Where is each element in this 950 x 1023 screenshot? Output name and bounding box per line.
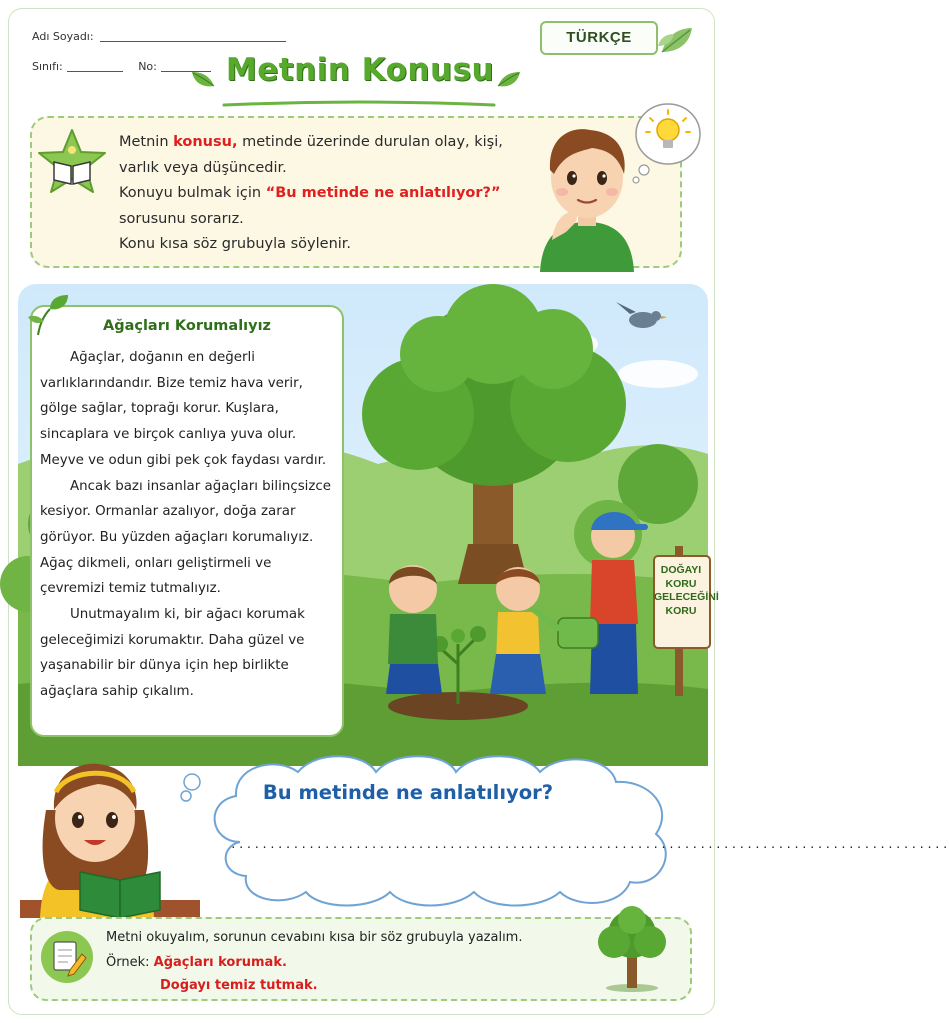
title-underline xyxy=(222,100,496,108)
leaf-icon xyxy=(496,68,522,90)
question-highlight: “Bu metinde ne anlatılıyor?” xyxy=(265,185,501,201)
sign-line: KORU xyxy=(665,604,697,617)
story-paragraph: Ağaçlar, doğanın en değerli varlıklarındandır. Bize temiz hava verir, gölge sağlar, toprağı korur. Kuşlara, sincaplara ve birçok canlıya yuva olur. Meyve ve odun gibi pek çok faydası vardır. xyxy=(40,350,327,468)
child-figure xyxy=(386,565,442,694)
class-rule[interactable] xyxy=(67,71,123,72)
sign-text xyxy=(654,564,719,618)
name-label: Adı Soyadı: xyxy=(32,30,94,43)
lightbulb-icon xyxy=(630,100,702,184)
thought-cloud xyxy=(180,742,950,910)
child-figure xyxy=(490,567,546,694)
subject-tag: TÜRKÇE xyxy=(540,21,658,55)
example-label: Örnek: xyxy=(106,955,150,970)
question-text: Bu metinde ne anlatılıyor? xyxy=(262,781,554,804)
no-label: No: xyxy=(138,60,157,73)
book-icon xyxy=(36,128,108,198)
keyword-highlight: konusu, xyxy=(173,134,238,150)
definition-line: sorusunu sorarız. xyxy=(119,210,244,227)
class-field[interactable] xyxy=(32,60,211,73)
sign-line: DOĞAYI xyxy=(660,564,702,576)
reading-girl-illustration xyxy=(20,740,200,918)
definition-line: Konu kısa söz grubuyla söylenir. xyxy=(119,236,352,252)
definition-line: Metnin xyxy=(119,134,174,150)
story-paragraph: Unutmayalım ki, bir ağacı korumak geleceğimizi korumaktır. Daha güzel ve yaşanabilir bir dünya için hep birlikte ağaçlara sahip çıkalım. xyxy=(40,607,305,700)
definition-line: Konuyu bulmak için xyxy=(119,185,266,201)
thinking-boy-illustration xyxy=(532,112,642,272)
answer-input[interactable]: ............................................................................................ xyxy=(230,838,950,851)
pencil-notepad-icon xyxy=(40,930,94,984)
definition-line: metinde üzerinde durulan olay, kişi, xyxy=(237,134,503,150)
name-rule[interactable] xyxy=(100,41,286,42)
story-body xyxy=(40,345,336,705)
class-label: Sınıfı: xyxy=(32,60,63,73)
story-paragraph: Ancak bazı insanlar ağaçları bilinçsizce kesiyor. Ormanlar azalıyor, doğa zarar görüyor. Bu yüzden ağaçları korumalıyız. Ağaç dikmeli, onları geliştirmeli ve çevremizi temiz tutmalıyız. xyxy=(40,478,332,597)
story-title: Ağaçları Korumalıyız xyxy=(102,318,272,334)
tip-example-row xyxy=(106,955,287,970)
name-field[interactable] xyxy=(32,30,286,43)
example-answer: Doğayı temiz tutmak. xyxy=(160,978,318,993)
sign-line: GELECEĞİNİ xyxy=(654,591,719,603)
example-answer: Ağaçları korumak. xyxy=(153,955,287,970)
sign-line: KORU xyxy=(665,577,697,590)
tree-icon xyxy=(592,904,672,992)
definition-text xyxy=(119,130,539,258)
page-title: Metnin Konusu xyxy=(225,52,495,88)
tip-instruction: Metni okuyalım, sorunun cevabını kısa bir söz grubuyla yazalım. xyxy=(106,930,523,945)
definition-line: varlık veya düşüncedir. xyxy=(119,159,287,176)
leaf-icon xyxy=(656,22,696,58)
